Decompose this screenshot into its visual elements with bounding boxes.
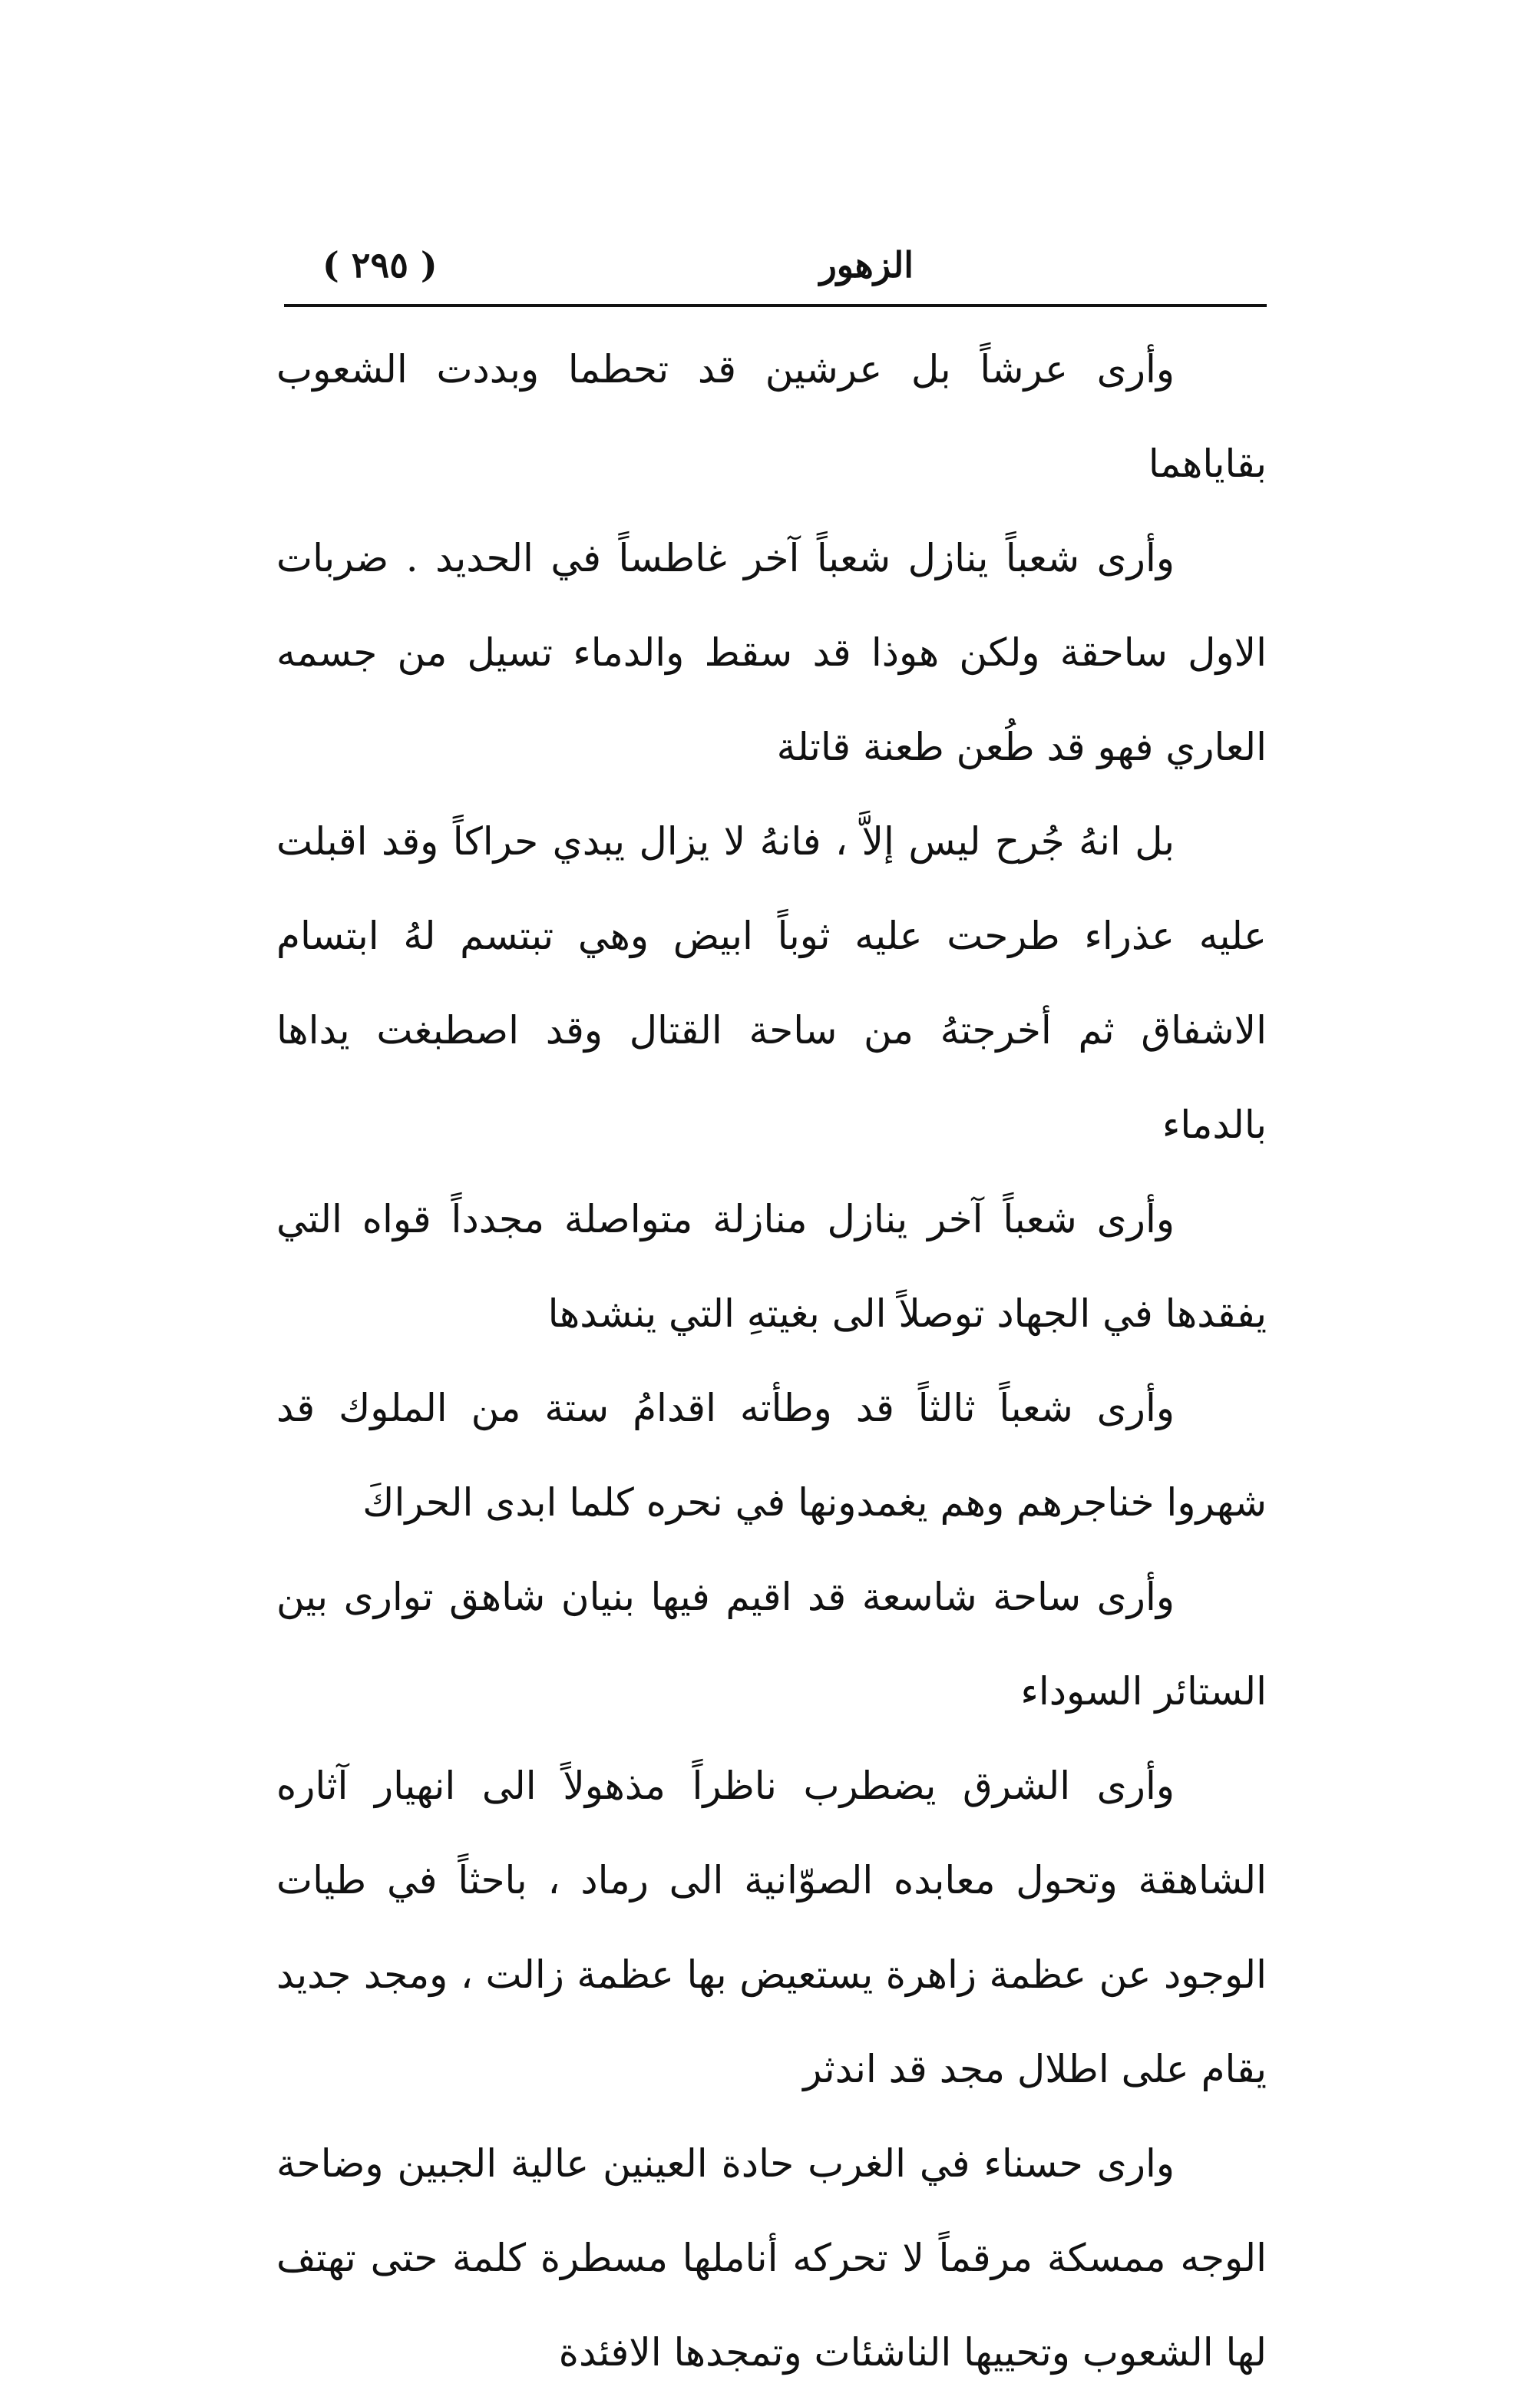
paragraph: وأرى الشرق يضطرب ناظراً مذهولاً الى انهيار آثاره الشاهقة وتحول معابده الصوّانية الى رماد ، باحثاً في طيات الوجود عن عظمة زاهرة يستعيض بها عظمة زالت ، ومجد جديد يقام على اطلال مجد قد اندثر	[276, 1764, 1267, 2091]
paragraph: وأرى شعباً آخر ينازل منازلة متواصلة مجدداً قواه التي يفقدها في الجهاد توصلاً الى بغيتهِ التي ينشدها	[276, 1197, 1267, 1336]
paragraph: وأرى شعباً ينازل شعباً آخر غاطساً في الحديد . ضربات الاول ساحقة ولكن هوذا قد سقط والدماء تسيل من جسمه العاري فهو قد طُعن طعنة قاتلة	[276, 536, 1267, 769]
paragraph: وأرى شعباً ثالثاً قد وطأته اقدامُ ستة من الملوك قد شهروا خناجرهم وهم يغمدونها في نحره كلما ابدى الحراكَ	[276, 1386, 1267, 1525]
body-text	[276, 322, 1267, 2400]
paragraph: وأرى ساحة شاسعة قد اقيم فيها بنيان شاهق توارى بين الستائر السوداء	[276, 1575, 1267, 1714]
running-title: الزهور	[819, 244, 914, 286]
page-header	[284, 230, 1267, 299]
paragraph: بل انهُ جُرح ليس إلاَّ ، فانهُ لا يزال يبدي حراكاً وقد اقبلت عليه عذراء طرحت عليه ثوباً ابيض وهي تبتسم لهُ ابتسام الاشفاق ثم أخرجتهُ من ساحة القتال وقد اصطبغت يداها بالدماء	[276, 819, 1267, 1147]
paragraph: وارى حسناء في الغرب حادة العينين عالية الجبين وضاحة الوجه ممسكة مرقماً لا تحركه أناملها مسطرة كلمة حتى تهتف لها الشعوب وتحييها الناشئات وتمجدها الافئدة	[276, 2141, 1267, 2375]
page-number: ( ٢٩٥ )	[322, 244, 438, 286]
header-rule	[284, 304, 1267, 307]
paragraph: وأرى عرشاً بل عرشين قد تحطما وبددت الشعوب بقاياهما	[276, 347, 1267, 486]
